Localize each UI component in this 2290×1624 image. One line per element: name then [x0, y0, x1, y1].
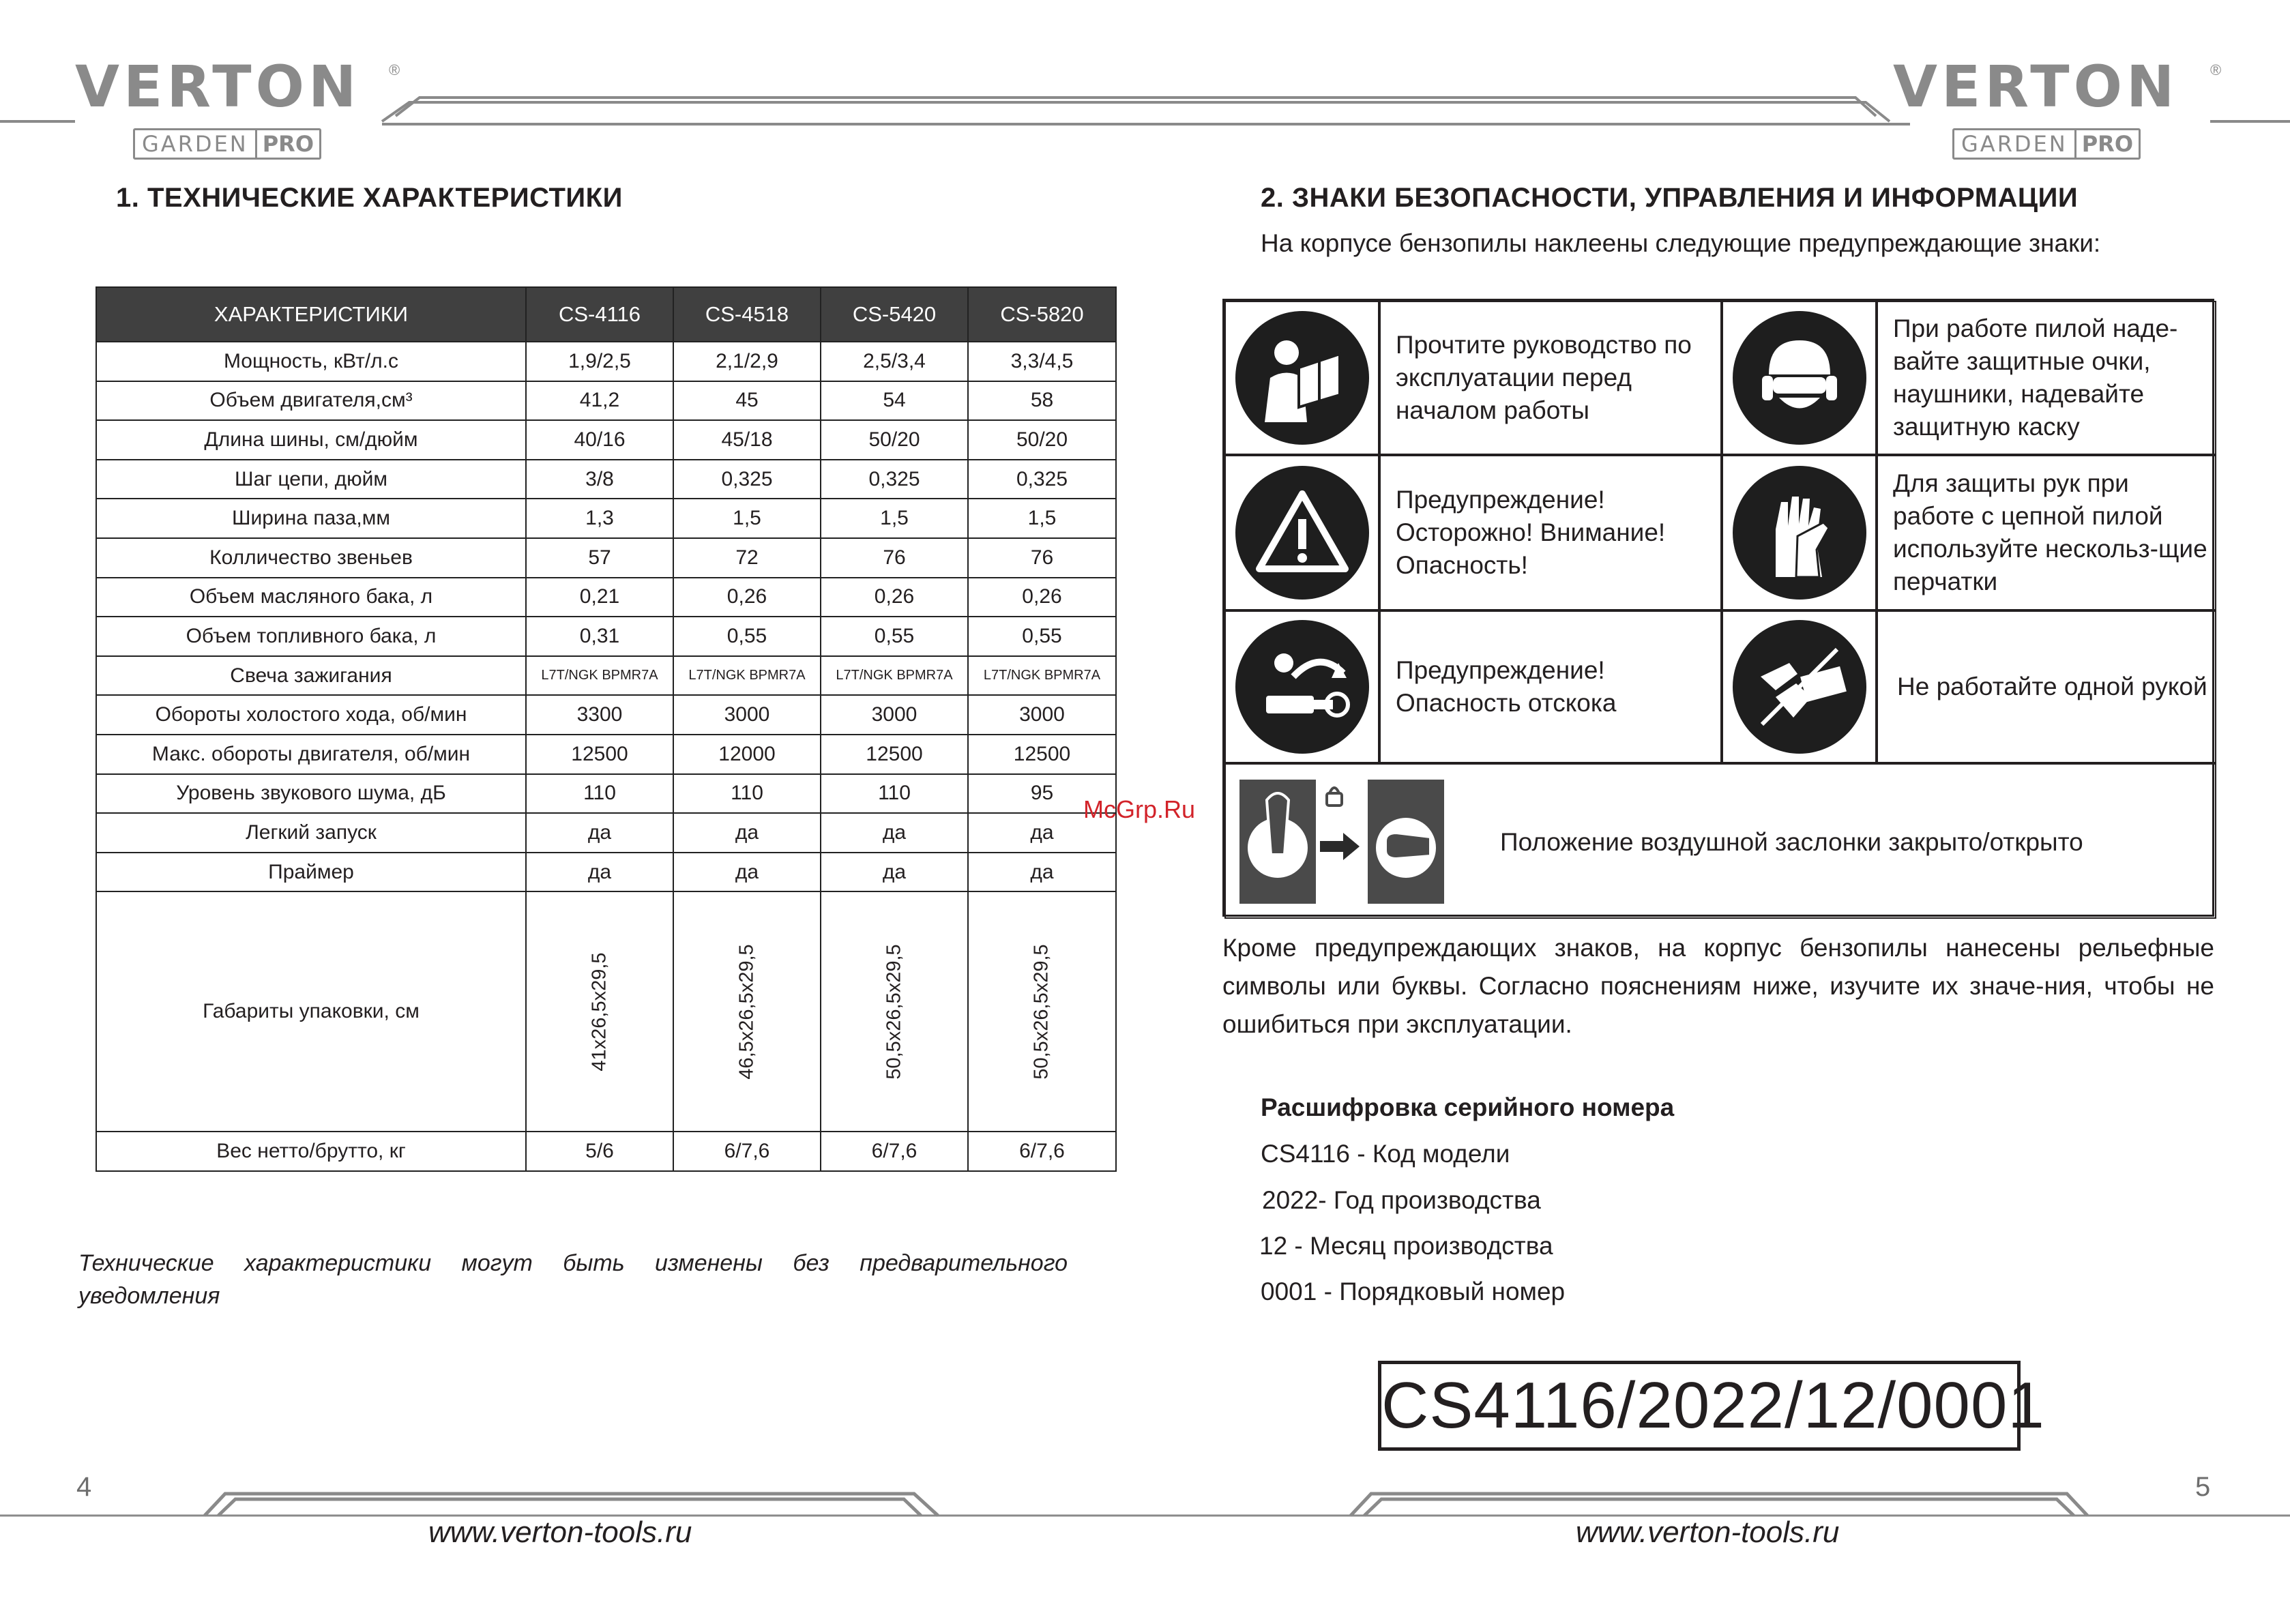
table-row	[96, 735, 1116, 774]
sign-text-choke: Положение воздушной заслонки закрыто/открыто	[1500, 828, 2083, 856]
gloves-icon	[1733, 466, 1866, 600]
footer-lines	[0, 1480, 2290, 1521]
signs-intro: На корпусе бензопилы наклеены следующие предупреждающие знаки:	[1261, 229, 2101, 257]
table-cell: 0,26	[673, 578, 821, 617]
table-cell: L7T/NGK BPMR7A	[526, 656, 673, 696]
table-cell: да	[673, 813, 821, 853]
table-cell: 1,9/2,5	[526, 342, 673, 381]
vertical-text: 41x26,5x29,5	[588, 952, 611, 1072]
brand-logo-left: VERTON	[75, 53, 361, 120]
col-header: CS-5420	[821, 287, 968, 342]
table-row	[96, 342, 1116, 381]
serial-line-model: CS4116 - Код модели	[1261, 1140, 1510, 1168]
watermark: McGrp.Ru	[1083, 795, 1196, 823]
table-cell	[526, 891, 673, 1132]
reg-mark-right: ®	[2210, 61, 2222, 78]
table-cell: 50/20	[968, 420, 1116, 460]
section-title-specs: 1. ТЕХНИЧЕСКИЕ ХАРАКТЕРИСТИКИ	[116, 183, 623, 213]
table-cell: 3000	[968, 695, 1116, 735]
page-number-left: 4	[76, 1472, 92, 1502]
table-cell: 50/20	[821, 420, 968, 460]
table-cell: 3300	[526, 695, 673, 735]
table-cell: 3/8	[526, 460, 673, 499]
sign-text-protection-gear: При работе пилой наде-вайте защитные очки, наушники, надевайте защитную каску	[1877, 301, 2216, 455]
table-cell: Объем двигателя,см³	[96, 381, 526, 421]
garden-label: GARDEN	[1961, 131, 2068, 157]
table-cell: Объем масляного бака, л	[96, 578, 526, 617]
table-row	[96, 813, 1116, 853]
protection-gear-icon	[1733, 311, 1866, 445]
sign-icon-cell	[1224, 455, 1379, 610]
choke-row	[1224, 763, 2216, 919]
table-cell: 0,325	[821, 460, 968, 499]
vertical-text: 50,5x26,5x29,5	[1030, 944, 1053, 1080]
table-cell: 0,55	[673, 617, 821, 656]
table-cell: 0,21	[526, 578, 673, 617]
table-cell: да	[821, 853, 968, 892]
table-cell: 0,325	[968, 460, 1116, 499]
table-cell: 0,26	[821, 578, 968, 617]
reg-mark-left: ®	[389, 61, 400, 78]
sign-text-warning: Предупреждение! Осторожно! Внимание! Опасность!	[1379, 455, 1722, 610]
table-cell: 72	[673, 538, 821, 578]
table-cell: да	[673, 853, 821, 892]
table-row	[96, 499, 1116, 538]
sign-icon-cell	[1722, 455, 1877, 610]
table-cell: Легкий запуск	[96, 813, 526, 853]
serial-title: Расшифровка серийного номера	[1261, 1093, 1675, 1121]
footer-url-right[interactable]: www.verton-tools.ru	[1576, 1516, 1840, 1549]
safety-signs-table	[1222, 299, 2214, 917]
col-header: CS-5820	[968, 287, 1116, 342]
pro-label: PRO	[2074, 130, 2139, 158]
vertical-text: 46,5x26,5x29,5	[735, 944, 758, 1080]
table-row	[96, 420, 1116, 460]
table-cell: 12500	[821, 735, 968, 774]
table-cell: да	[821, 813, 968, 853]
table-cell	[968, 891, 1116, 1132]
brand-logo-right: VERTON	[1893, 53, 2179, 120]
table-cell: Уровень звукового шума, дБ	[96, 774, 526, 814]
table-cell: 0,55	[968, 617, 1116, 656]
table-cell: L7T/NGK BPMR7A	[968, 656, 1116, 696]
table-header-row	[96, 287, 1116, 342]
kickback-icon	[1235, 620, 1369, 754]
section-title-signs: 2. ЗНАКИ БЕЗОПАСНОСТИ, УПРАВЛЕНИЯ И ИНФОРМАЦИИ	[1261, 183, 2079, 213]
table-cell: Длина шины, см/дюйм	[96, 420, 526, 460]
table-cell: да	[526, 813, 673, 853]
table-cell: Свеча зажигания	[96, 656, 526, 696]
table-cell: 45	[673, 381, 821, 421]
table-cell: Колличество звеньев	[96, 538, 526, 578]
sign-icon-cell	[1722, 301, 1877, 455]
table-row	[96, 656, 1116, 696]
table-cell: 0,55	[821, 617, 968, 656]
table-row	[96, 695, 1116, 735]
table-cell: Габариты упаковки, см	[96, 891, 526, 1132]
sign-text-kickback: Предупреждение! Опасность отскока	[1379, 610, 1722, 763]
table-cell: 3000	[673, 695, 821, 735]
specs-table	[96, 286, 1117, 1172]
table-cell: L7T/NGK BPMR7A	[821, 656, 968, 696]
table-cell: 0,26	[968, 578, 1116, 617]
table-cell: да	[526, 853, 673, 892]
relief-symbols-paragraph: Кроме предупреждающих знаков, на корпус бензопилы нанесены рельефные символы или буквы. Согласно пояснениям ниже, изучите их значе-ния, чтобы не ошибиться при эксплуатации.	[1222, 934, 2214, 1038]
garden-label: GARDEN	[142, 131, 248, 157]
vertical-text: 50,5x26,5x29,5	[883, 944, 905, 1080]
table-row	[96, 538, 1116, 578]
table-cell: 2,1/2,9	[673, 342, 821, 381]
table-row	[96, 853, 1116, 892]
sign-text-read-manual: Прочтите руководство по эксплуатации перед началом работы	[1379, 301, 1722, 455]
table-cell: 41,2	[526, 381, 673, 421]
table-cell: 54	[821, 381, 968, 421]
garden-pro-badge-left	[133, 128, 321, 160]
table-cell: да	[968, 813, 1116, 853]
table-cell: 6/7,6	[821, 1132, 968, 1171]
one-hand-prohibited-icon	[1733, 620, 1866, 754]
serial-example: CS4116/2022/12/0001	[1378, 1361, 2021, 1451]
warning-triangle-icon	[1235, 466, 1369, 600]
table-row	[96, 381, 1116, 421]
table-cell: 2,5/3,4	[821, 342, 968, 381]
table-cell: 5/6	[526, 1132, 673, 1171]
col-header: CS-4116	[526, 287, 673, 342]
table-row	[96, 578, 1116, 617]
table-cell: Вес нетто/брутто, кг	[96, 1132, 526, 1171]
table-cell: 76	[821, 538, 968, 578]
table-cell: 1,5	[821, 499, 968, 538]
sign-icon-cell	[1722, 610, 1877, 763]
disclaimer-note: Технические характеристики могут быть изменены без предварительного уведомления	[78, 1250, 1068, 1309]
table-cell: 110	[673, 774, 821, 814]
col-header: CS-4518	[673, 287, 821, 342]
table-cell: 12500	[968, 735, 1116, 774]
table-cell: 3000	[821, 695, 968, 735]
pro-label: PRO	[255, 130, 319, 158]
table-cell: 110	[821, 774, 968, 814]
col-header: ХАРАКТЕРИСТИКИ	[96, 287, 526, 342]
table-row	[96, 460, 1116, 499]
table-cell: Макс. обороты двигателя, об/мин	[96, 735, 526, 774]
table-cell: 57	[526, 538, 673, 578]
table-cell: 1,5	[673, 499, 821, 538]
serial-line-year: 2022- Год производства	[1262, 1186, 1541, 1214]
table-cell: 0,325	[673, 460, 821, 499]
table-cell: 6/7,6	[968, 1132, 1116, 1171]
table-cell: Ширина паза,мм	[96, 499, 526, 538]
table-cell: 3,3/4,5	[968, 342, 1116, 381]
table-cell: 1,3	[526, 499, 673, 538]
table-cell: Шаг цепи, дюйм	[96, 460, 526, 499]
table-cell	[673, 891, 821, 1132]
read-manual-icon	[1235, 311, 1369, 445]
table-row	[96, 891, 1116, 1132]
sign-icon-cell	[1224, 301, 1379, 455]
table-cell: 58	[968, 381, 1116, 421]
table-cell: 76	[968, 538, 1116, 578]
page-number-right: 5	[2195, 1472, 2211, 1502]
table-cell: L7T/NGK BPMR7A	[673, 656, 821, 696]
sign-icon-cell	[1224, 610, 1379, 763]
choke-position-icon	[1239, 780, 1444, 904]
table-cell: 45/18	[673, 420, 821, 460]
footer-url-left[interactable]: www.verton-tools.ru	[428, 1516, 692, 1549]
table-cell: Праймер	[96, 853, 526, 892]
table-cell: 40/16	[526, 420, 673, 460]
table-cell: 110	[526, 774, 673, 814]
table-cell: 12500	[526, 735, 673, 774]
table-cell: 1,5	[968, 499, 1116, 538]
table-cell: Объем топливного бака, л	[96, 617, 526, 656]
sign-text-one-hand: Не работайте одной рукой	[1877, 610, 2216, 763]
serial-line-month: 12 - Месяц производства	[1259, 1232, 1553, 1260]
table-row	[96, 1132, 1116, 1171]
table-cell: Мощность, кВт/л.с	[96, 342, 526, 381]
table-cell	[821, 891, 968, 1132]
table-cell: Обороты холостого хода, об/мин	[96, 695, 526, 735]
table-cell: да	[968, 853, 1116, 892]
table-cell: 95	[968, 774, 1116, 814]
table-cell: 12000	[673, 735, 821, 774]
sign-text-gloves: Для защиты рук при работе с цепной пилой используйте нескольз-щие перчатки	[1877, 455, 2216, 610]
table-row	[96, 774, 1116, 814]
table-row	[96, 617, 1116, 656]
serial-line-number: 0001 - Порядковый номер	[1261, 1278, 1566, 1305]
table-cell: 0,31	[526, 617, 673, 656]
table-cell: 6/7,6	[673, 1132, 821, 1171]
garden-pro-badge-right	[1952, 128, 2141, 160]
